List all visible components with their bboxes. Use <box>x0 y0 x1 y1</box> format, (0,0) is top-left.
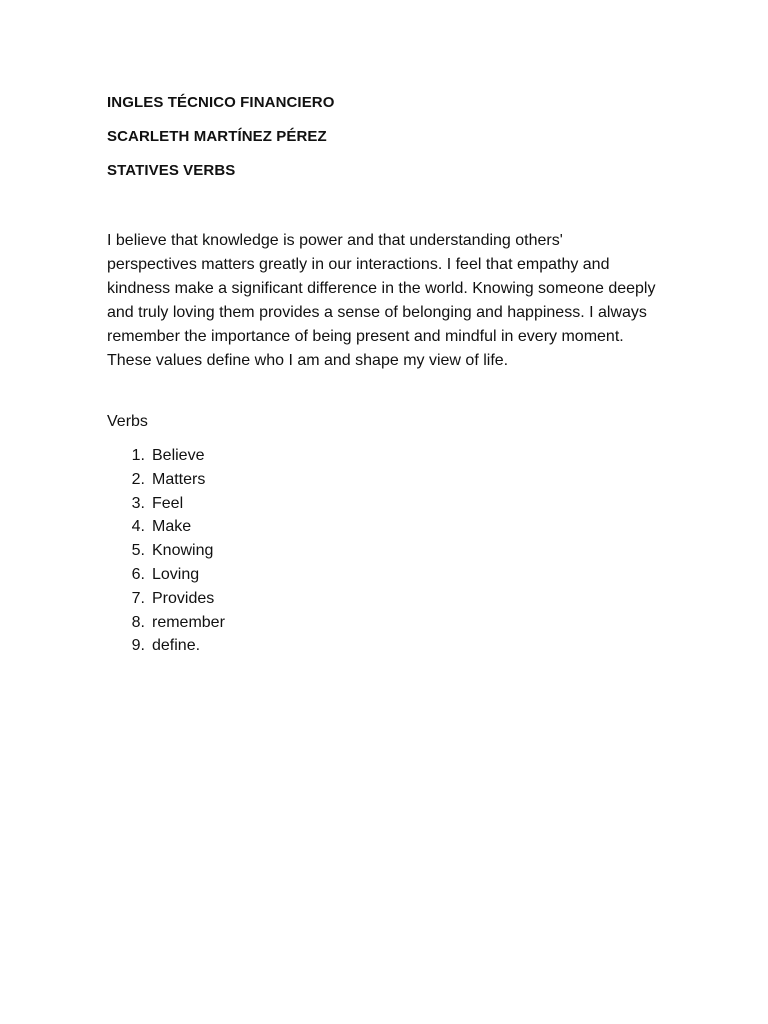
list-item-text: Knowing <box>152 542 214 560</box>
list-number: 3. <box>131 494 145 512</box>
paragraph-line: These values define who I am and shape my view of life. <box>107 352 509 369</box>
list-item-text: Loving <box>152 565 200 583</box>
paragraph-line: I believe that knowledge is power and that understanding others' <box>107 232 563 249</box>
verbs-label: Verbs <box>107 413 148 430</box>
list-item-text: Provides <box>152 589 215 607</box>
list-number: 4. <box>131 518 145 536</box>
list-item-text: define. <box>152 637 201 655</box>
body-paragraph <box>107 229 667 373</box>
list-item-text: Believe <box>152 447 205 464</box>
list-item-text: Make <box>152 518 192 536</box>
paragraph-line: perspectives matters greatly in our interactions. I feel that empathy and <box>107 256 610 273</box>
paragraph-line: remember the importance of being present and mindful in every moment. <box>107 328 624 345</box>
list-number: 8. <box>131 613 145 631</box>
list-number: 5. <box>131 542 145 560</box>
paragraph-line: kindness make a significant difference in the world. Knowing someone deeply <box>107 280 656 297</box>
list-item-text: remember <box>152 613 225 631</box>
list-number: 7. <box>131 589 145 607</box>
list-number: 2. <box>131 470 145 488</box>
list-number: 6. <box>131 565 145 583</box>
topic-title: STATIVES VERBS <box>107 162 236 179</box>
list-number: 9. <box>131 637 145 655</box>
list-item-text: Matters <box>152 470 206 488</box>
course-title: INGLES TÉCNICO FINANCIERO <box>107 94 335 111</box>
paragraph-line: and truly loving them provides a sense of belonging and happiness. I always <box>107 304 647 321</box>
list-item-text: Feel <box>152 494 184 512</box>
author-name: SCARLETH MARTÍNEZ PÉREZ <box>107 128 327 145</box>
list-number: 1. <box>131 447 145 464</box>
